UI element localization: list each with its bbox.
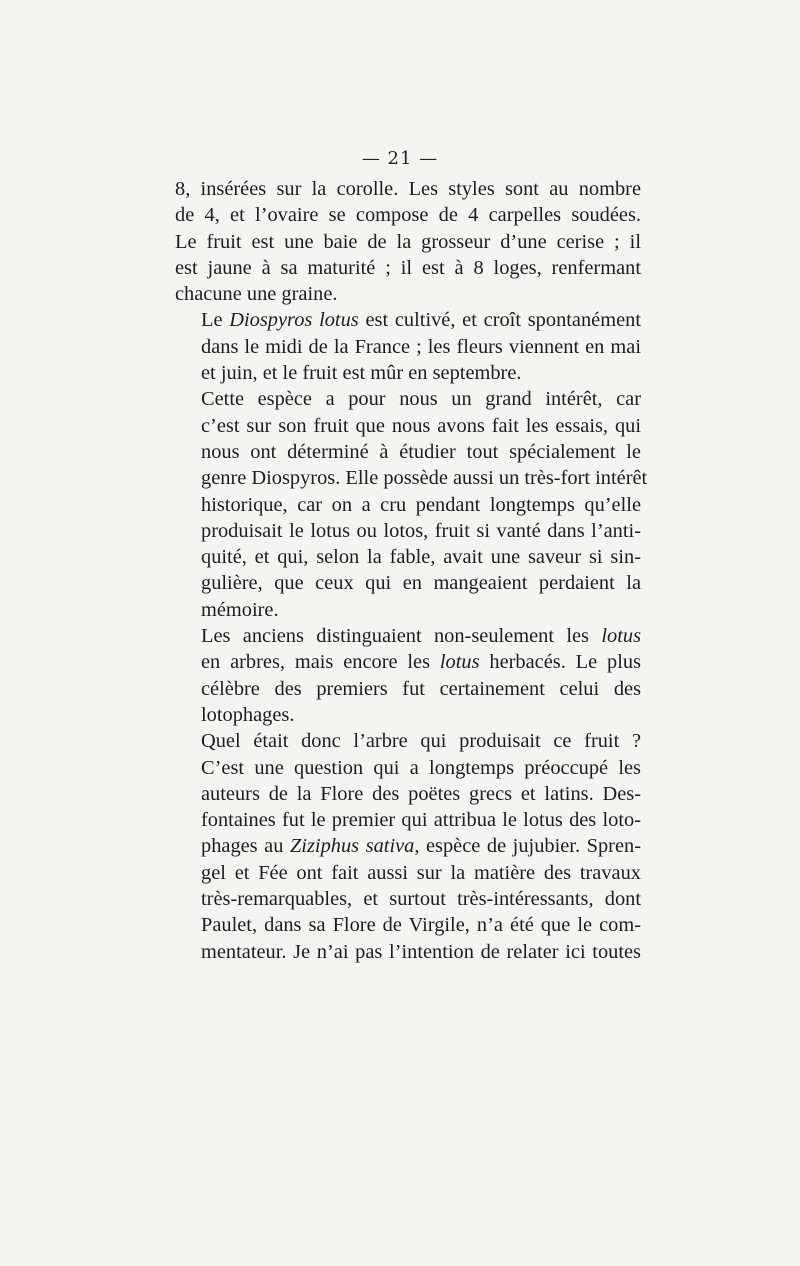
text-line: genre Diospyros. Elle possède aussi un très-fort intérêt	[201, 467, 648, 490]
text-line: lotophages.	[201, 703, 295, 726]
text-line: mentateur. Je n’ai pas l’intention de relater ici toutes	[201, 940, 641, 963]
text-line: gulière, que ceux qui en mangeaient perdaient la	[201, 572, 641, 595]
text-run: est cultivé, et croît spontanément	[358, 309, 641, 332]
text-run: , espèce de jujubier. Spren-	[414, 835, 641, 858]
text-line: Le fruit est une baie de la grosseur d’une cerise ; il	[175, 230, 641, 253]
paragraph	[175, 728, 641, 965]
paragraph	[175, 176, 641, 307]
text-line: quité, et qui, selon la fable, avait une saveur si sin-	[201, 546, 641, 569]
text-line: C’est une question qui a longtemps préoccupé les	[201, 756, 641, 779]
text-run: herbacés. Le plus	[479, 651, 641, 674]
text-line: c’est sur son fruit que nous avons fait les essais, qui	[201, 414, 641, 437]
paragraph	[175, 623, 641, 728]
text-line: gel et Fée ont fait aussi sur la matière des travaux	[201, 861, 641, 884]
text-run: en arbres, mais encore les	[201, 651, 440, 674]
text-line: très-remarquables, et surtout très-intéressants, dont	[201, 888, 641, 911]
text-line	[175, 623, 641, 649]
text-line	[175, 307, 641, 333]
text-line: Quel était donc l’arbre qui produisait ce fruit ?	[201, 730, 641, 753]
italic-term: lotus	[439, 651, 480, 674]
text-run: Les anciens distinguaient non-seulement les	[201, 625, 602, 648]
text-line: historique, car on a cru pendant longtemps qu’elle	[201, 493, 641, 516]
text-line: est jaune à sa maturité ; il est à 8 loges, renfermant	[175, 256, 641, 279]
text-line	[175, 833, 641, 859]
text-line: fontaines fut le premier qui attribua le lotus des loto-	[201, 809, 641, 832]
text-line: et juin, et le fruit est mûr en septembre.	[201, 362, 522, 385]
text-line: célèbre des premiers fut certainement celui des	[201, 677, 641, 700]
paragraph	[175, 386, 648, 623]
text-line: Paulet, dans sa Flore de Virgile, n’a été que le com-	[201, 914, 641, 937]
text-run: Le	[201, 309, 230, 332]
text-line: Cette espèce a pour nous un grand intérêt, car	[201, 388, 641, 411]
text-line: de 4, et l’ovaire se compose de 4 carpelles soudées.	[175, 204, 641, 227]
text-line: mémoire.	[201, 598, 279, 621]
italic-term: Ziziphus sativa	[289, 835, 415, 858]
italic-term: Diospyros lotus	[229, 309, 359, 332]
text-line: 8, insérées sur la corolle. Les styles sont au nombre	[175, 178, 641, 200]
text-line: produisait le lotus ou lotos, fruit si vanté dans l’anti-	[201, 519, 641, 542]
text-line: chacune une graine.	[175, 283, 338, 306]
text-run: phages au	[201, 835, 290, 858]
page-number: — 21 —	[361, 148, 439, 169]
body-text	[175, 176, 648, 965]
italic-term: lotus	[601, 625, 641, 648]
text-line: dans le midi de la France ; les fleurs viennent en mai	[201, 335, 641, 358]
paragraph	[175, 307, 641, 386]
text-line	[175, 649, 641, 675]
text-line: auteurs de la Flore des poëtes grecs et latins. Des-	[201, 782, 641, 805]
text-line: nous ont déterminé à étudier tout spécialement le	[201, 440, 641, 463]
